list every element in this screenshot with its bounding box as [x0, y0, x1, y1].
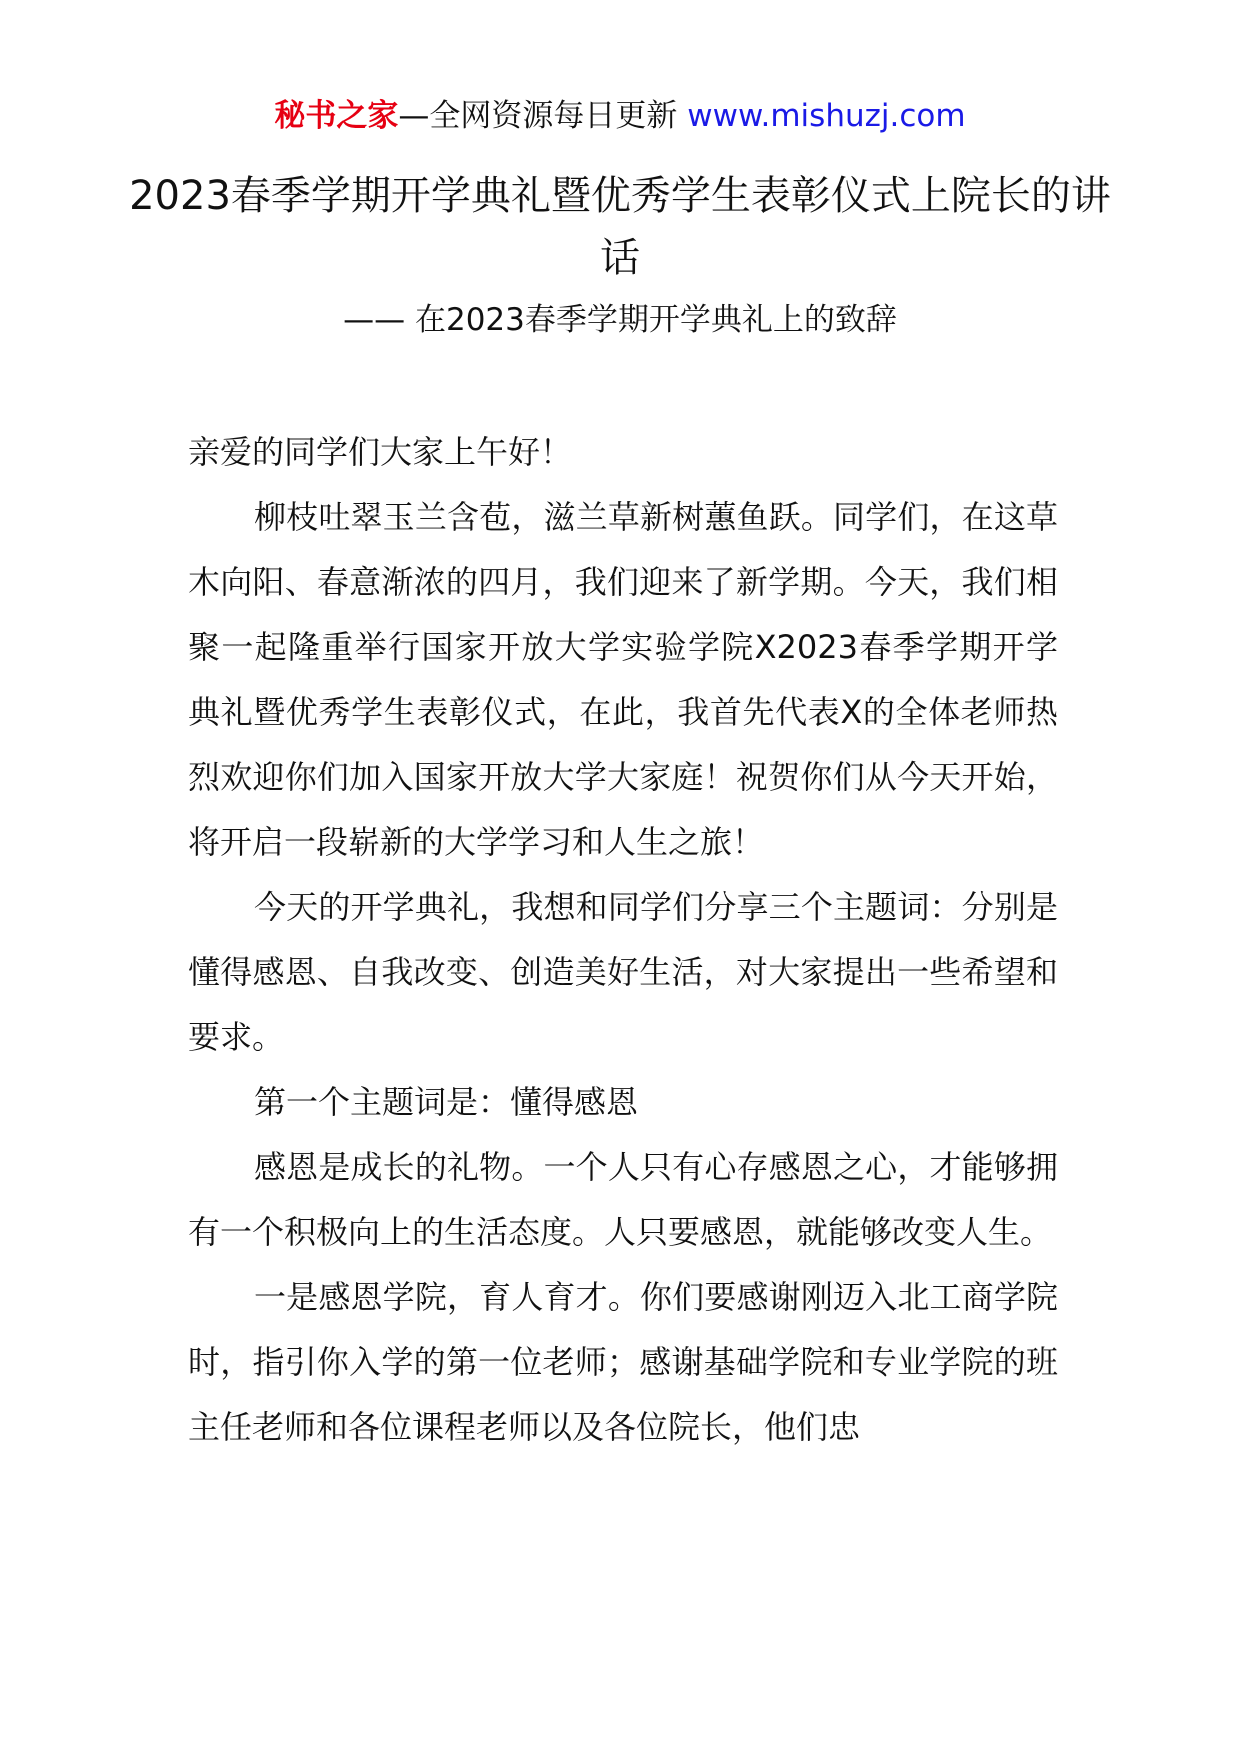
document-subtitle: —— 在2023春季学期开学典礼上的致辞: [343, 302, 897, 338]
salutation-paragraph: 亲爱的同学们大家上午好！: [188, 433, 573, 471]
body-paragraph: 柳枝吐翠玉兰含苞，滋兰草新树蕙鱼跃。同学们，在这草木向阳、春意渐浓的四月，我们迎来了新学期。今天，我们相聚一起隆重举行国家开放大学实验学院X2023春季学期开学典礼暨优秀学生表彰仪式，在此，我首先代表X的全体老师热烈欢迎你们加入国家开放大学大家庭！祝贺你们从今天开始，将开启一段崭新的大学学习和人生之旅！: [188, 498, 1058, 861]
body-paragraph: 一是感恩学院，育人育才。你们要感谢刚迈入北工商学院时，指引你入学的第一位老师；感谢基础学院和专业学院的班主任老师和各位课程老师以及各位院长，他们忠: [188, 1278, 1058, 1446]
body-paragraph: 今天的开学典礼，我想和同学们分享三个主题词：分别是懂得感恩、自我改变、创造美好生活，对大家提出一些希望和要求。: [188, 888, 1058, 1056]
brand-name: 秘书之家: [274, 98, 399, 134]
banner-tagline: —全网资源每日更新: [398, 98, 688, 134]
site-banner: [0, 96, 1240, 136]
document-body: [188, 420, 1058, 1460]
site-url-link[interactable]: www.mishuzj.com: [687, 98, 966, 134]
section-heading: 第一个主题词是：懂得感恩: [254, 1083, 639, 1121]
body-paragraph: 感恩是成长的礼物。一个人只有心存感恩之心，才能够拥有一个积极向上的生活态度。人只要感恩，就能够改变人生。: [188, 1148, 1058, 1251]
document-title: 2023春季学期开学典礼暨优秀学生表彰仪式上院长的讲话: [129, 173, 1111, 281]
